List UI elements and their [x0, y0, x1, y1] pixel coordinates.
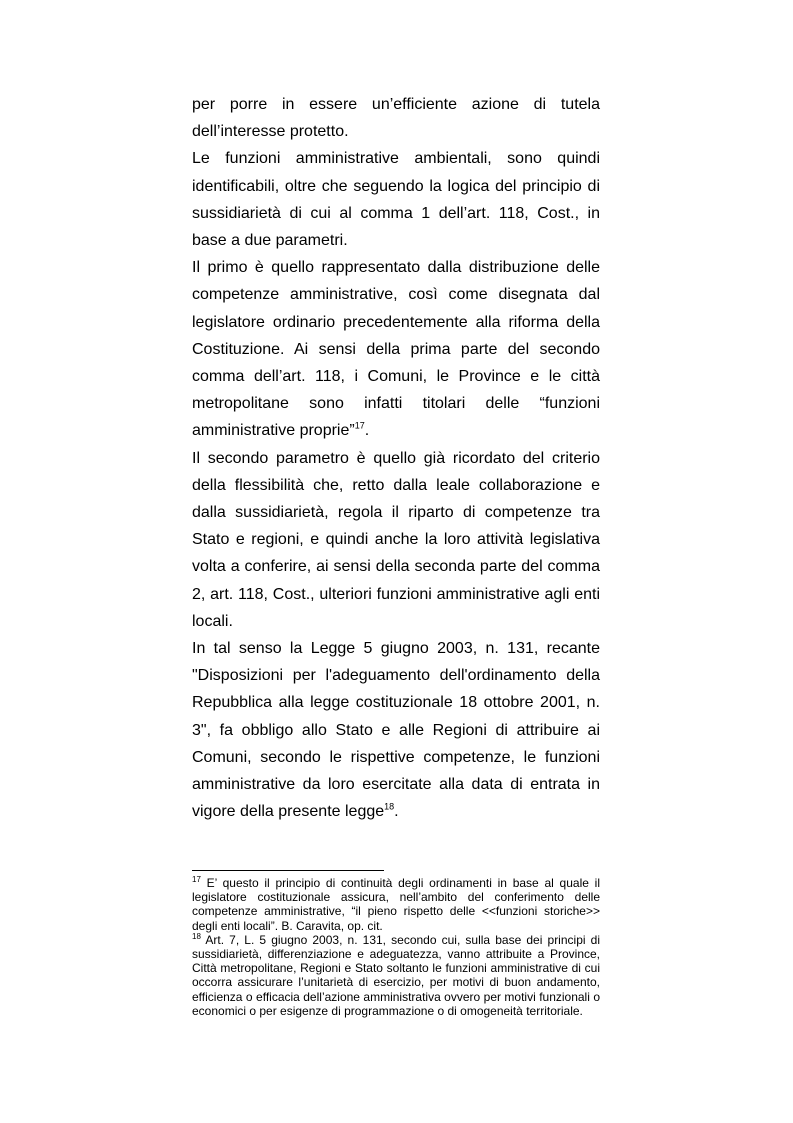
paragraph-5: [192, 635, 600, 825]
document-page: [192, 91, 600, 825]
paragraph-3-end: .: [364, 422, 370, 440]
paragraph-3: [192, 254, 600, 444]
body-text: [192, 91, 600, 825]
paragraph-1: per porre in essere un’efficiente azione di tutela dell’interesse protetto.: [192, 96, 600, 141]
footnote-number: 17: [192, 875, 201, 884]
footnote-17: [192, 876, 600, 933]
footnote-text: Art. 7, L. 5 giugno 2003, n. 131, secondo cui, sulla base dei principi di sussidiarietà, differenziazione e adeguatezza, vanno attribuite a Province, Città metropolitane, Regioni e Stato soltanto le funzioni amministrative di cui occorra assicurare l’unitarietà di esercizio, per motivi di buon andamento, efficienza o efficacia dell’azione amministrativa ovvero per motivi funzionali o economici o per esigenze di programmazione o di omogeneità territoriale.: [192, 932, 600, 1018]
footnote-ref-18[interactable]: 18: [384, 801, 395, 812]
footnotes: [192, 876, 600, 1018]
paragraph-4: Il secondo parametro è quello già ricordato del criterio della flessibilità che, retto dalla leale collaborazione e dalla sussidiarietà, regola il riparto di competenze tra Stato e regioni, e quindi anche la loro attività legislativa volta a conferire, ai sensi della seconda parte del comma 2, art. 118, Cost., ulteriori funzioni amministrative agli enti locali.: [192, 449, 600, 630]
footnote-ref-17[interactable]: 17: [354, 421, 365, 432]
paragraph-5-text: In tal senso la Legge 5 giugno 2003, n. 131, recante "Disposizioni per l'adeguamento dell'ordinamento della Repubblica alla legge costituzionale 18 ottobre 2001, n. 3", fa obbligo allo Stato e alle Regioni di attribuire ai Comuni, secondo le rispettive competenze, le funzioni amministrative da loro esercitate alla data di entrata in vigore della presente legge: [192, 640, 600, 821]
footnote-number: 18: [192, 931, 201, 941]
footnote-18: [192, 933, 600, 1018]
footnote-separator: [192, 870, 384, 871]
paragraph-5-end: .: [394, 803, 399, 821]
footnote-text: E’ questo il principio di continuità degli ordinamenti in base al quale il legislatore costituzionale assicura, nell’ambito del conferimento delle competenze amministrative, “il pieno rispetto delle <<funzioni storiche>> degli enti locali”. B. Caravita, op. cit.: [192, 876, 600, 933]
paragraph-2: Le funzioni amministrative ambientali, sono quindi identificabili, oltre che seguendo la logica del principio di sussidiarietà di cui al comma 1 dell’art. 118, Cost., in base a due parametri.: [192, 150, 600, 250]
paragraph-3-text: Il primo è quello rappresentato dalla distribuzione delle competenze amministrative, così come disegnata dal legislatore ordinario precedentemente alla riforma della Costituzione. Ai sensi della prima parte del secondo comma dell’art. 118, i Comuni, le Province e le città metropolitane sono infatti titolari delle “funzioni amministrative proprie”: [192, 259, 600, 440]
